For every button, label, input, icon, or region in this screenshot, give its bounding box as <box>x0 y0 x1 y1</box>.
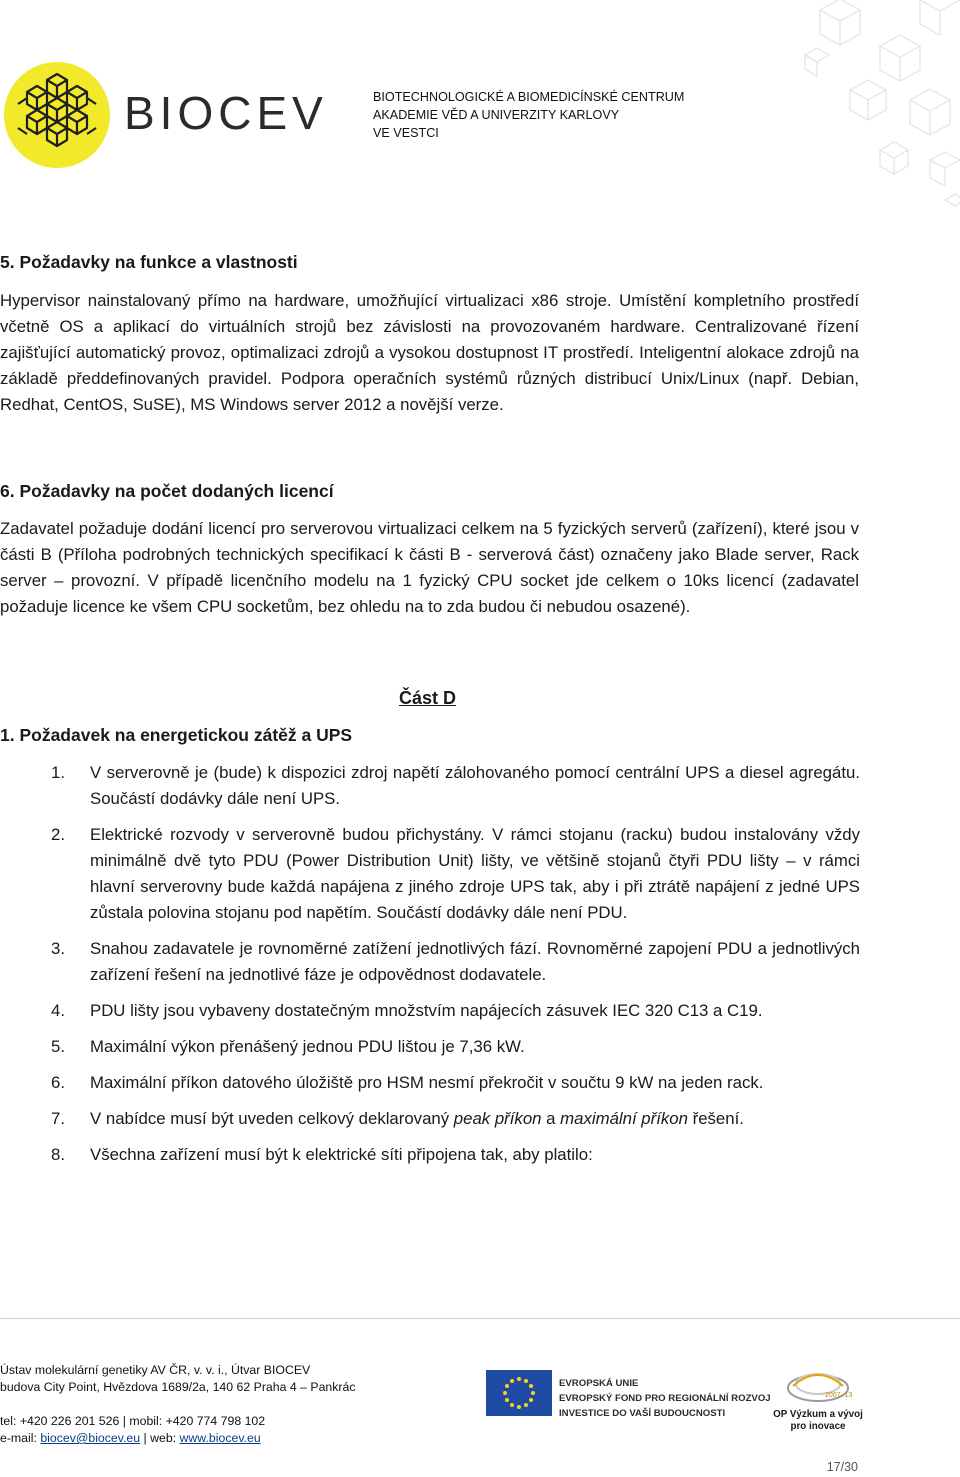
page-number: 17/30 <box>826 1460 858 1474</box>
web-label: web: <box>150 1431 177 1445</box>
list-text-post: řešení. <box>687 1109 744 1128</box>
institution-line: BIOTECHNOLOGICKÉ A BIOMEDICÍNSKÉ CENTRUM <box>373 90 685 104</box>
list-text-emphasis: peak příkon <box>453 1109 542 1128</box>
institution-line: VE VESTCI <box>373 126 439 140</box>
footer-phone-line <box>0 1413 355 1430</box>
op-emblem-icon <box>783 1366 853 1404</box>
list-text: Snahou zadavatele je rovnoměrné zatížení jednotlivých fází. Rovnoměrné zapojení PDU a jednotlivých zařízení řešení na jednotlivé fáze je odpovědnost dodavatele. <box>90 939 860 984</box>
list-item <box>0 1034 860 1060</box>
list-text: Maximální příkon datového úložiště pro HSM nesmí překročit v součtu 9 kW na jeden rack. <box>90 1073 764 1092</box>
section-5-heading: 5. Požadavky na funkce a vlastnosti <box>0 252 298 272</box>
list-text-mid: a <box>541 1109 561 1128</box>
eu-line: EVROPSKÁ UNIE <box>559 1378 639 1389</box>
section-6-heading: 6. Požadavky na počet dodaných licencí <box>0 481 334 501</box>
email-link[interactable]: biocev@biocev.eu <box>40 1431 141 1445</box>
list-item <box>0 936 860 988</box>
phone: tel: +420 226 201 526 <box>0 1414 120 1428</box>
mobile: mobil: +420 774 798 102 <box>129 1414 266 1428</box>
section-6-text: Zadavatel požaduje dodání licencí pro serverovou virtualizaci celkem na 5 fyzických serverů (zařízení), které jsou v části B (Příloha podrobných technických specifikací k části B - serverová část) označeny jako Blade server, Rack server – provozní. V případě licenčního modelu na 1 fyzický CPU socket jde celkem o 10ks licencí (zadavatel požaduje licence ke všem CPU socketům, bez ohledu na to zda budou či nebudou osazené). <box>0 519 859 616</box>
list-text-pre: V nabídce musí být uveden celkový deklarovaný <box>90 1109 454 1128</box>
list-number: 8. <box>51 1145 65 1164</box>
list-number: 4. <box>51 1001 65 1020</box>
list-number: 2. <box>51 825 65 844</box>
brand-wordmark: BIOCEV <box>124 87 328 139</box>
list-number: 1. <box>51 763 65 782</box>
list-text: V serverovně je (bude) k dispozici zdroj napětí zálohovaného pomocí centrální UPS a diesel agregátu. Součástí dodávky dále není UPS. <box>90 763 860 808</box>
list-item <box>0 998 860 1024</box>
list-item <box>0 1106 860 1132</box>
footer-line: Ústav molekulární genetiky AV ČR, v. v. i., Útvar BIOCEV <box>0 1363 311 1377</box>
footer-line: budova City Point, Hvězdova 1689/2a, 140 62 Praha 4 – Pankrác <box>0 1380 356 1394</box>
footer-web-line <box>0 1430 355 1447</box>
institution-line: AKADEMIE VĚD A UNIVERZITY KARLOVY <box>373 108 620 122</box>
d1-heading: 1. Požadavek na energetickou zátěž a UPS <box>0 725 353 745</box>
list-text-emphasis: maximální příkon <box>560 1109 688 1128</box>
list-item <box>0 822 860 926</box>
list-item <box>0 1070 860 1096</box>
requirements-list <box>0 760 860 1178</box>
list-number: 5. <box>51 1037 65 1056</box>
separator: | <box>122 1414 126 1428</box>
separator: | <box>143 1431 147 1445</box>
list-number: 6. <box>51 1073 65 1092</box>
email-label: e-mail: <box>0 1431 37 1445</box>
section-5-text: Hypervisor nainstalovaný přímo na hardware, umožňující virtualizaci x86 stroje. Umístění kompletního prostředí včetně OS a aplikací do virtuálních strojů bez závislosti na provozovaném hardware. Centralizované řízení zajišťující automatický provoz, optimalizaci zdrojů a vysokou dostupnost IT prostředí. Inteligentní alokace zdrojů na základě předdefinovaných pravidel. Podpora operačních systémů různých distribucí Unix/Linux (např. Debian, Redhat, CentOS, SuSE), MS Windows server 2012 a novější verze. <box>0 291 859 414</box>
list-number: 3. <box>51 939 65 958</box>
footer-contact <box>0 1362 355 1447</box>
op-line: OP Výzkum a vývoj <box>773 1409 863 1420</box>
list-text: PDU lišty jsou vybaveny dostatečným množstvím napájecích zásuvek IEC 320 C13 a C19. <box>90 1001 763 1020</box>
list-text: Elektrické rozvody v serverovně budou přichystány. V rámci stojanu (racku) budou instalovány vždy minimálně dvě tyto PDU (Power Distribution Unit) lišty, ve většině stojanů čtyři PDU lišty – v rámci hlavní serverovny bude každá napájena z jiného zdroje UPS tak, aby i při ztrátě napájení z jedné UPS zůstala polovina stojanu pod napětím. Součástí dodávky dále není PDU. <box>90 825 860 922</box>
op-line: pro inovace <box>790 1421 846 1432</box>
web-link[interactable]: www.biocev.eu <box>179 1431 261 1445</box>
list-text: Maximální výkon přenášený jednou PDU lištou je 7,36 kW. <box>90 1037 525 1056</box>
eu-line: EVROPSKÝ FOND PRO REGIONÁLNÍ ROZVOJ <box>559 1393 771 1404</box>
list-item <box>0 760 860 812</box>
list-item <box>0 1142 860 1168</box>
footer-divider <box>0 1318 960 1319</box>
eu-line: INVESTICE DO VAŠÍ BUDOUCNOSTI <box>559 1408 726 1419</box>
part-d-heading: Část D <box>399 688 457 708</box>
list-number: 7. <box>51 1109 65 1128</box>
eu-flag-icon <box>486 1370 552 1416</box>
op-years: 2007–13 <box>825 1392 853 1399</box>
institution-name <box>373 88 684 142</box>
eu-caption <box>559 1376 771 1421</box>
op-vav-logo <box>770 1366 866 1433</box>
biocev-logo <box>2 60 112 170</box>
list-text: Všechna zařízení musí být k elektrické síti připojena tak, aby platilo: <box>90 1145 593 1164</box>
